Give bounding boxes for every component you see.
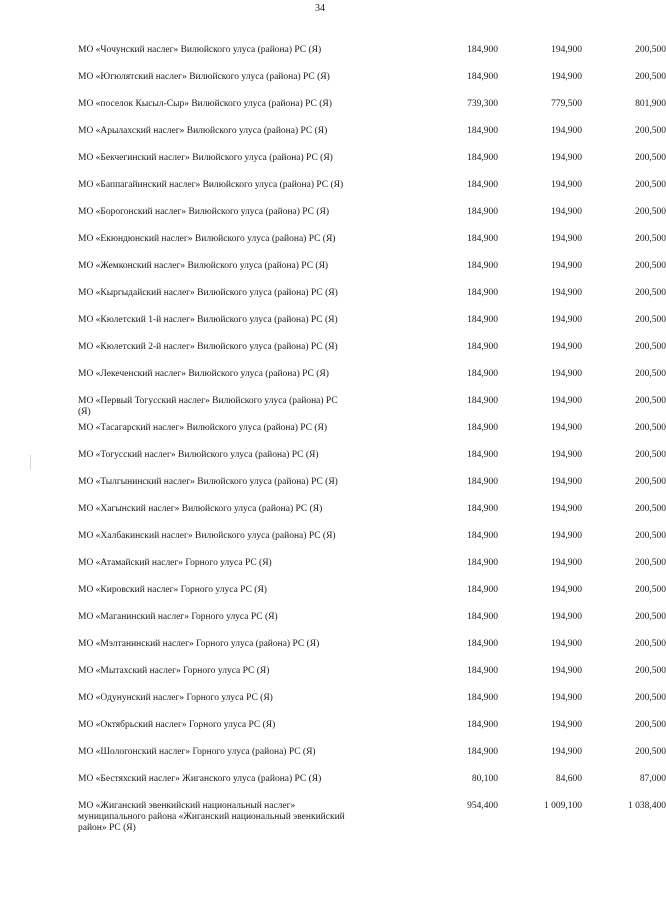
municipality-name: МО «Шологонский наслег» Горного улуса (района) РС (Я) bbox=[78, 747, 316, 757]
municipality-name: МО «Атамайский наслег» Горного улуса РС (Я) bbox=[78, 558, 272, 568]
value-year-2: 194,900 bbox=[551, 153, 582, 163]
subsidy-table bbox=[78, 45, 666, 846]
table-row bbox=[78, 477, 666, 504]
value-year-2: 194,900 bbox=[551, 450, 582, 460]
municipality-name: МО «Мытахский наслег» Горного улуса РС (Я) bbox=[78, 666, 270, 676]
value-year-3: 200,500 bbox=[635, 423, 666, 433]
municipality-name: МО «Одунунский наслег» Горного улуса РС (Я) bbox=[78, 693, 273, 703]
municipality-name: МО «Октябрьский наслег» Горного улуса РС (Я) bbox=[78, 720, 276, 730]
value-year-3: 200,500 bbox=[635, 153, 666, 163]
value-year-1: 184,900 bbox=[467, 423, 498, 433]
table-row bbox=[78, 747, 666, 774]
table-row bbox=[78, 180, 666, 207]
value-year-3: 1 038,400 bbox=[628, 801, 666, 811]
table-row bbox=[78, 288, 666, 315]
value-year-3: 200,500 bbox=[635, 585, 666, 595]
value-year-1: 184,900 bbox=[467, 504, 498, 514]
municipality-name: МО «Бекчегинский наслег» Вилюйского улуса (района) РС (Я) bbox=[78, 153, 333, 163]
value-year-1: 184,900 bbox=[467, 531, 498, 541]
value-year-2: 194,900 bbox=[551, 396, 582, 406]
municipality-name: МО «Лекеченский наслег» Вилюйского улуса (района) РС (Я) bbox=[78, 369, 329, 379]
value-year-2: 194,900 bbox=[551, 234, 582, 244]
value-year-1: 80,100 bbox=[471, 774, 498, 784]
municipality-name: МО «Первый Тогусский наслег» Вилюйского улуса (района) РС (Я) bbox=[78, 396, 338, 417]
municipality-name: МО «Маганинский наслег» Горного улуса РС (Я) bbox=[78, 612, 278, 622]
municipality-name: МО «Тылгынинский наслег» Вилюйского улуса (района) РС (Я) bbox=[78, 477, 338, 487]
value-year-2: 194,900 bbox=[551, 558, 582, 568]
value-year-1: 184,900 bbox=[467, 450, 498, 460]
table-row bbox=[78, 693, 666, 720]
value-year-2: 194,900 bbox=[551, 747, 582, 757]
margin-mark bbox=[30, 455, 31, 470]
value-year-3: 200,500 bbox=[635, 450, 666, 460]
value-year-3: 200,500 bbox=[635, 234, 666, 244]
value-year-1: 184,900 bbox=[467, 666, 498, 676]
value-year-3: 200,500 bbox=[635, 72, 666, 82]
value-year-1: 184,900 bbox=[467, 207, 498, 217]
value-year-3: 200,500 bbox=[635, 558, 666, 568]
municipality-name: МО «Жиганский эвенкийский национальный наслег» муниципального района «Жиганский национальный эвенкийский район» РС (Я) bbox=[78, 801, 345, 833]
table-row bbox=[78, 126, 666, 153]
value-year-3: 200,500 bbox=[635, 612, 666, 622]
value-year-1: 184,900 bbox=[467, 342, 498, 352]
value-year-3: 200,500 bbox=[635, 693, 666, 703]
municipality-name: МО «Кюлетский 2-й наслег» Вилюйского улуса (района) РС (Я) bbox=[78, 342, 338, 352]
municipality-name: МО «Кировский наслег» Горного улуса РС (Я) bbox=[78, 585, 267, 595]
value-year-3: 200,500 bbox=[635, 315, 666, 325]
value-year-2: 194,900 bbox=[551, 288, 582, 298]
value-year-1: 184,900 bbox=[467, 261, 498, 271]
table-row bbox=[78, 396, 666, 423]
municipality-name: МО «Арылахский наслег» Вилюйского улуса (района) РС (Я) bbox=[78, 126, 328, 136]
municipality-name: МО «Кыргыдайский наслег» Вилюйского улуса (района) РС (Я) bbox=[78, 288, 338, 298]
value-year-1: 184,900 bbox=[467, 315, 498, 325]
value-year-1: 184,900 bbox=[467, 180, 498, 190]
value-year-1: 184,900 bbox=[467, 747, 498, 757]
value-year-1: 184,900 bbox=[467, 45, 498, 55]
municipality-name: МО «Жемконский наслег» Вилюйского улуса (района) РС (Я) bbox=[78, 261, 329, 271]
value-year-3: 200,500 bbox=[635, 288, 666, 298]
value-year-2: 194,900 bbox=[551, 612, 582, 622]
value-year-1: 184,900 bbox=[467, 639, 498, 649]
value-year-1: 954,400 bbox=[467, 801, 498, 811]
value-year-1: 739,300 bbox=[467, 99, 498, 109]
municipality-name: МО «Екюндюнский наслег» Вилюйского улуса (района) РС (Я) bbox=[78, 234, 336, 244]
municipality-name: МО «Баппагайинский наслег» Вилюйского улуса (района) РС (Я) bbox=[78, 180, 344, 190]
value-year-3: 200,500 bbox=[635, 207, 666, 217]
value-year-2: 779,500 bbox=[551, 99, 582, 109]
municipality-name: МО «Чочунский наслег» Вилюйского улуса (района) РС (Я) bbox=[78, 45, 322, 55]
table-row bbox=[78, 45, 666, 72]
table-row bbox=[78, 639, 666, 666]
municipality-name: МО «Югюлятский наслег» Вилюйского улуса (района) РС (Я) bbox=[78, 72, 330, 82]
table-row bbox=[78, 720, 666, 747]
municipality-name: МО «Кюлетский 1-й наслег» Вилюйского улуса (района) РС (Я) bbox=[78, 315, 338, 325]
value-year-1: 184,900 bbox=[467, 477, 498, 487]
value-year-2: 1 009,100 bbox=[544, 801, 582, 811]
table-row bbox=[78, 585, 666, 612]
municipality-name: МО «Хагынский наслег» Вилюйского улуса (района) РС (Я) bbox=[78, 504, 323, 514]
value-year-2: 194,900 bbox=[551, 369, 582, 379]
value-year-2: 194,900 bbox=[551, 342, 582, 352]
value-year-3: 200,500 bbox=[635, 342, 666, 352]
table-row bbox=[78, 261, 666, 288]
value-year-3: 200,500 bbox=[635, 126, 666, 136]
table-row bbox=[78, 342, 666, 369]
table-row bbox=[78, 801, 666, 846]
value-year-1: 184,900 bbox=[467, 396, 498, 406]
table-row bbox=[78, 450, 666, 477]
value-year-3: 200,500 bbox=[635, 45, 666, 55]
table-row bbox=[78, 666, 666, 693]
value-year-3: 200,500 bbox=[635, 477, 666, 487]
page-number: 34 bbox=[315, 3, 325, 14]
value-year-1: 184,900 bbox=[467, 72, 498, 82]
value-year-2: 194,900 bbox=[551, 126, 582, 136]
table-row bbox=[78, 612, 666, 639]
value-year-3: 200,500 bbox=[635, 504, 666, 514]
value-year-2: 194,900 bbox=[551, 72, 582, 82]
table-row bbox=[78, 558, 666, 585]
municipality-name: МО «Тогусский наслег» Вилюйского улуса (района) РС (Я) bbox=[78, 450, 319, 460]
value-year-2: 194,900 bbox=[551, 207, 582, 217]
municipality-name: МО «Бестяхский наслег» Жиганского улуса (района) РС (Я) bbox=[78, 774, 322, 784]
table-row bbox=[78, 99, 666, 126]
value-year-2: 84,600 bbox=[555, 774, 582, 784]
value-year-3: 200,500 bbox=[635, 180, 666, 190]
value-year-3: 87,000 bbox=[639, 774, 666, 784]
value-year-3: 200,500 bbox=[635, 531, 666, 541]
table-row bbox=[78, 207, 666, 234]
municipality-name: МО «Тасагарский наслег» Вилюйского улуса (района) РС (Я) bbox=[78, 423, 328, 433]
table-row bbox=[78, 369, 666, 396]
value-year-2: 194,900 bbox=[551, 666, 582, 676]
table-row bbox=[78, 234, 666, 261]
table-row bbox=[78, 504, 666, 531]
value-year-1: 184,900 bbox=[467, 585, 498, 595]
municipality-name: МО «Борогонский наслег» Вилюйского улуса (района) РС (Я) bbox=[78, 207, 330, 217]
value-year-1: 184,900 bbox=[467, 720, 498, 730]
value-year-1: 184,900 bbox=[467, 288, 498, 298]
value-year-3: 200,500 bbox=[635, 261, 666, 271]
table-row bbox=[78, 153, 666, 180]
value-year-1: 184,900 bbox=[467, 558, 498, 568]
value-year-3: 200,500 bbox=[635, 639, 666, 649]
value-year-2: 194,900 bbox=[551, 261, 582, 271]
value-year-2: 194,900 bbox=[551, 720, 582, 730]
value-year-2: 194,900 bbox=[551, 180, 582, 190]
value-year-1: 184,900 bbox=[467, 369, 498, 379]
table-row bbox=[78, 423, 666, 450]
value-year-2: 194,900 bbox=[551, 693, 582, 703]
value-year-3: 200,500 bbox=[635, 396, 666, 406]
value-year-3: 801,900 bbox=[635, 99, 666, 109]
value-year-1: 184,900 bbox=[467, 153, 498, 163]
table-row bbox=[78, 774, 666, 801]
municipality-name: МО «Мэлтанинский наслег» Горного улуса (района) РС (Я) bbox=[78, 639, 320, 649]
value-year-3: 200,500 bbox=[635, 369, 666, 379]
municipality-name: МО «поселок Кысыл-Сыр» Вилюйского улуса (района) РС (Я) bbox=[78, 99, 332, 109]
value-year-3: 200,500 bbox=[635, 666, 666, 676]
value-year-1: 184,900 bbox=[467, 693, 498, 703]
value-year-1: 184,900 bbox=[467, 126, 498, 136]
table-row bbox=[78, 315, 666, 342]
value-year-3: 200,500 bbox=[635, 747, 666, 757]
municipality-name: МО «Халбакинский наслег» Вилюйского улуса (района) РС (Я) bbox=[78, 531, 336, 541]
value-year-1: 184,900 bbox=[467, 234, 498, 244]
value-year-2: 194,900 bbox=[551, 477, 582, 487]
value-year-2: 194,900 bbox=[551, 423, 582, 433]
value-year-2: 194,900 bbox=[551, 585, 582, 595]
value-year-2: 194,900 bbox=[551, 315, 582, 325]
value-year-2: 194,900 bbox=[551, 639, 582, 649]
value-year-3: 200,500 bbox=[635, 720, 666, 730]
value-year-2: 194,900 bbox=[551, 531, 582, 541]
table-row bbox=[78, 531, 666, 558]
value-year-2: 194,900 bbox=[551, 45, 582, 55]
table-row bbox=[78, 72, 666, 99]
value-year-1: 184,900 bbox=[467, 612, 498, 622]
value-year-2: 194,900 bbox=[551, 504, 582, 514]
